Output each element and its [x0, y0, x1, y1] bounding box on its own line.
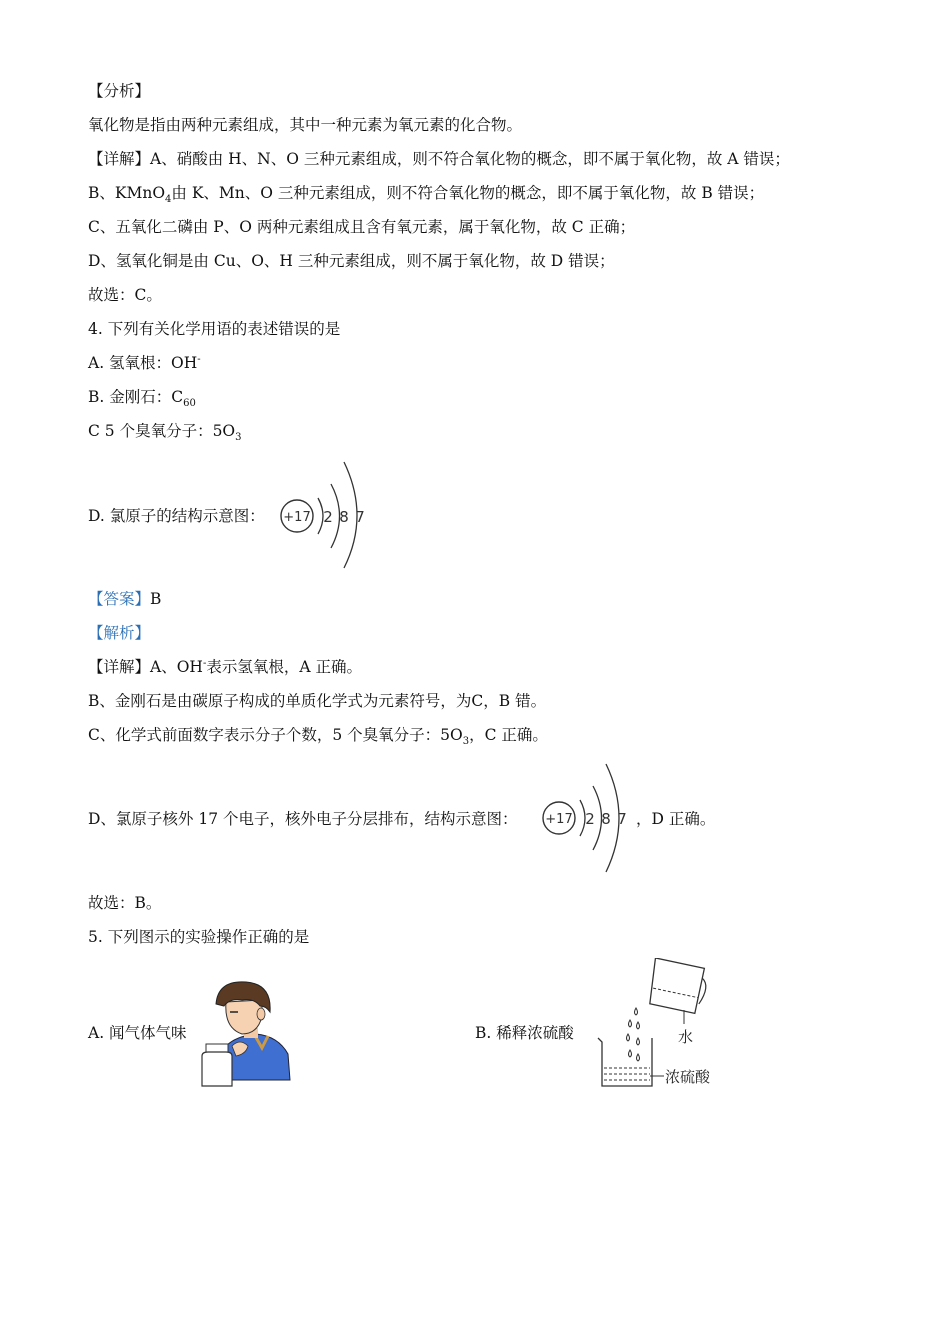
- q4-answer-line: [88, 588, 161, 610]
- q4-option-c: C 5 个臭氧分子：$5O_3$: [88, 422, 242, 444]
- q4-answer-choice: 故选：B。: [88, 894, 162, 912]
- analysis-heading: 【分析】: [88, 82, 151, 100]
- atom-shell-3-label: 7: [355, 508, 365, 526]
- q4-option-b: B. 金刚石：$C_{60}$: [88, 388, 196, 410]
- q4-option-d: D. 氯原子的结构示意图：: [88, 507, 265, 525]
- chlorine-atom-diagram-2: [540, 762, 640, 874]
- atom-shell-1-label: 2: [323, 508, 333, 526]
- chlorine-atom-diagram: [278, 458, 378, 570]
- q5-option-b: B. 稀释浓硫酸: [475, 1024, 574, 1042]
- q4-detail-d-post: ，D 正确。: [636, 810, 716, 828]
- q4-option-a: A. 氢氧根：OH-: [88, 353, 201, 372]
- q4-detail-d-pre: D、氯原子核外 17 个电子，核外电子分层排布，结构示意图：: [88, 810, 518, 828]
- atom-shell-2-label: 8: [601, 810, 611, 828]
- atom-shell-3-label: 7: [617, 810, 627, 828]
- answer-value: B: [150, 590, 162, 608]
- smelling-gas-illustration: [196, 976, 292, 1090]
- acid-label: 浓硫酸: [665, 1068, 711, 1086]
- detail-line-b: B、KMnO$_4$由 K、Mn、O 三种元素组成，则不符合氧化物的概念，即不属于氧化物，故 B 错误；: [88, 184, 765, 206]
- atom-nucleus-label: +17: [283, 510, 311, 525]
- atom-shell-2-label: 8: [339, 508, 349, 526]
- oxide-definition: 氧化物是指由两种元素组成，其中一种元素为氧元素的化合物。: [88, 116, 523, 134]
- detail-line-a: 【详解】A、硝酸由 H、N、O 三种元素组成，则不符合氧化物的概念，即不属于氧化物，故 A 错误；: [88, 150, 790, 168]
- dilute-acid-illustration: [592, 958, 732, 1094]
- detail-line-d: D、氢氧化铜是由 Cu、O、H 三种元素组成，则不属于氧化物，故 D 错误；: [88, 252, 615, 270]
- answer-heading: 【答案】: [88, 590, 151, 608]
- atom-shell-1-label: 2: [585, 810, 595, 828]
- water-label: 水: [678, 1028, 694, 1046]
- q4-detail-c: C、化学式前面数字表示分子个数，5 个臭氧分子：$5O_3$，C 正确。: [88, 726, 548, 748]
- atom-nucleus-label: +17: [545, 812, 573, 827]
- detail-line-c: C、五氧化二磷由 P、O 两种元素组成且含有氧元素，属于氧化物，故 C 正确；: [88, 218, 636, 236]
- question-4-stem: 4. 下列有关化学用语的表述错误的是: [88, 320, 341, 338]
- q5-option-a: A. 闻气体气味: [88, 1024, 187, 1042]
- explanation-heading: 【解析】: [88, 624, 151, 642]
- q4-detail-b: B、金刚石是由碳原子构成的单质化学式为元素符号，为C，B 错。: [88, 692, 547, 710]
- question-5-stem: 5. 下列图示的实验操作正确的是: [88, 928, 310, 946]
- answer-choice: 故选：C。: [88, 286, 162, 304]
- detail-heading: 【详解】: [88, 150, 151, 168]
- q4-detail-a: 【详解】A、OH-表示氢氧根，A 正确。: [88, 657, 362, 676]
